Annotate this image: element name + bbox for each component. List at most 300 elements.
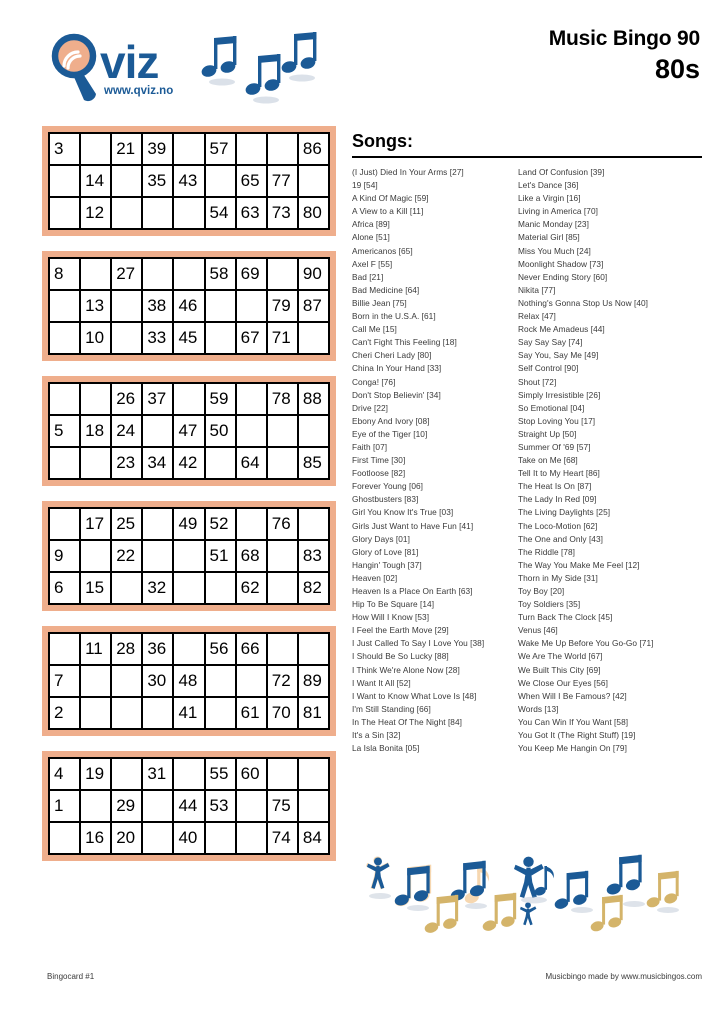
song-list-item: Ebony And Ivory [08] bbox=[352, 415, 430, 426]
song-list-item: Like a Virgin [16] bbox=[518, 193, 581, 204]
bingo-cell[interactable]: 64 bbox=[237, 448, 268, 480]
dancing-figures-music-notes-icon bbox=[358, 838, 700, 942]
song-list-item: I Feel the Earth Move [29] bbox=[352, 625, 449, 636]
bingo-cell-empty[interactable] bbox=[81, 259, 112, 291]
bingo-cell-empty[interactable] bbox=[206, 666, 237, 698]
bingo-cell-empty[interactable] bbox=[112, 573, 143, 605]
song-list-item: The Lady In Red [09] bbox=[518, 494, 597, 505]
bingo-cell[interactable]: 17 bbox=[81, 509, 112, 541]
song-list-item: Heaven [02] bbox=[352, 572, 398, 583]
song-list-item: Glory Days [01] bbox=[352, 533, 410, 544]
song-list-item: Words [13] bbox=[518, 703, 559, 714]
bingo-cell[interactable]: 48 bbox=[174, 666, 205, 698]
bingo-cell[interactable]: 77 bbox=[268, 166, 299, 198]
song-list-item: I Should Be So Lucky [88] bbox=[352, 651, 449, 662]
bingo-row bbox=[50, 166, 330, 198]
bingo-cell-empty[interactable] bbox=[50, 448, 81, 480]
bingo-cell-empty[interactable] bbox=[299, 759, 330, 791]
song-list-item: Say You, Say Me [49] bbox=[518, 350, 599, 361]
song-list-item: The Heat Is On [87] bbox=[518, 481, 592, 492]
bingo-cell-empty[interactable] bbox=[299, 416, 330, 448]
bingo-cell-empty[interactable] bbox=[299, 166, 330, 198]
song-list-item: Girl You Know It's True [03] bbox=[352, 507, 454, 518]
bingo-grid bbox=[48, 632, 330, 730]
bingo-cell[interactable]: 44 bbox=[174, 791, 205, 823]
song-list-item: Forever Young [06] bbox=[352, 481, 424, 492]
bingo-cell-empty[interactable] bbox=[237, 291, 268, 323]
song-list-item: Drive [22] bbox=[352, 402, 389, 413]
title-main: Music Bingo 90 bbox=[548, 27, 700, 50]
bingo-cell[interactable]: 14 bbox=[81, 166, 112, 198]
logo-url-text: www.qviz.no bbox=[104, 85, 174, 97]
bingo-cell[interactable]: 68 bbox=[237, 541, 268, 573]
song-list-item: Summer Of '69 [57] bbox=[518, 441, 591, 452]
bingo-cell[interactable]: 71 bbox=[268, 323, 299, 355]
bingo-card-4 bbox=[42, 501, 336, 611]
song-list-item: Can't Fight This Feeling [18] bbox=[352, 337, 457, 348]
song-list-item: Land Of Confusion [39] bbox=[518, 167, 605, 177]
bingo-row bbox=[50, 259, 330, 291]
bingo-cell[interactable]: 6 bbox=[50, 573, 81, 605]
bingo-cell[interactable]: 33 bbox=[143, 323, 174, 355]
bingo-cell-empty[interactable] bbox=[268, 448, 299, 480]
bingo-cell[interactable]: 40 bbox=[174, 823, 205, 855]
bingo-cell[interactable]: 83 bbox=[299, 541, 330, 573]
song-list-item: Footloose [82] bbox=[352, 468, 406, 479]
song-list-item: Shout [72] bbox=[518, 376, 557, 387]
bingo-cell[interactable]: 18 bbox=[81, 416, 112, 448]
bingo-cell[interactable]: 90 bbox=[299, 259, 330, 291]
bingo-cell-empty[interactable] bbox=[174, 134, 205, 166]
bingo-cell[interactable]: 4 bbox=[50, 759, 81, 791]
bingo-cell[interactable]: 5 bbox=[50, 416, 81, 448]
bingo-cell-empty[interactable] bbox=[237, 666, 268, 698]
bingo-cell[interactable]: 88 bbox=[299, 384, 330, 416]
song-list-item: Africa [89] bbox=[352, 219, 390, 230]
bingo-cell-empty[interactable] bbox=[268, 634, 299, 666]
bingo-cell-empty[interactable] bbox=[299, 791, 330, 823]
bingo-cell[interactable]: 63 bbox=[237, 198, 268, 230]
bingo-card-2 bbox=[42, 251, 336, 361]
bingo-cell[interactable]: 49 bbox=[174, 509, 205, 541]
bingo-cards-container bbox=[42, 126, 336, 876]
bingo-cell-empty[interactable] bbox=[268, 541, 299, 573]
bingo-row bbox=[50, 541, 330, 573]
magnifier-q-logo-icon bbox=[44, 28, 204, 110]
bingo-card-6 bbox=[42, 751, 336, 861]
bingo-cell[interactable]: 46 bbox=[174, 291, 205, 323]
song-list-item: Faith [07] bbox=[352, 441, 388, 452]
song-list-item: Take on Me [68] bbox=[518, 455, 578, 466]
bingo-cell[interactable]: 78 bbox=[268, 384, 299, 416]
bingo-cell[interactable]: 84 bbox=[299, 823, 330, 855]
bingo-card-5 bbox=[42, 626, 336, 736]
bingo-cell-empty[interactable] bbox=[112, 198, 143, 230]
song-list-item: Stop Loving You [17] bbox=[518, 415, 596, 426]
song-list-item: Girls Just Want to Have Fun [41] bbox=[352, 520, 474, 531]
bingo-cell[interactable]: 51 bbox=[206, 541, 237, 573]
song-list-item: Straight Up [50] bbox=[518, 428, 577, 439]
song-list-item: I Think We're Alone Now [28] bbox=[352, 664, 460, 675]
song-list-item: La Isla Bonita [05] bbox=[352, 743, 420, 754]
bingo-cell-empty[interactable] bbox=[268, 259, 299, 291]
song-list-item: Billie Jean [75] bbox=[352, 297, 407, 308]
bingo-cell[interactable]: 9 bbox=[50, 541, 81, 573]
bingo-cell[interactable]: 61 bbox=[237, 698, 268, 730]
bingo-cell[interactable]: 54 bbox=[206, 198, 237, 230]
bingo-cell-empty[interactable] bbox=[174, 198, 205, 230]
bingo-cell-empty[interactable] bbox=[143, 823, 174, 855]
song-list-item: Ghostbusters [83] bbox=[352, 494, 419, 505]
song-list-item: The One and Only [43] bbox=[518, 533, 603, 544]
song-list-item: Bad [21] bbox=[352, 271, 384, 282]
bingo-cell-empty[interactable] bbox=[143, 509, 174, 541]
song-list-item: In The Heat Of The Night [84] bbox=[352, 716, 462, 727]
song-list-item: Thorn in My Side [31] bbox=[518, 572, 598, 583]
bingo-cell[interactable]: 21 bbox=[112, 134, 143, 166]
bingo-cell-empty[interactable] bbox=[143, 791, 174, 823]
bingo-row bbox=[50, 416, 330, 448]
bingo-cell-empty[interactable] bbox=[81, 384, 112, 416]
bingo-cell-empty[interactable] bbox=[174, 573, 205, 605]
song-list-item: Don't Stop Believin' [34] bbox=[352, 389, 441, 400]
bingo-cell[interactable]: 26 bbox=[112, 384, 143, 416]
bingo-cell-empty[interactable] bbox=[174, 259, 205, 291]
bingo-cell[interactable]: 8 bbox=[50, 259, 81, 291]
song-list-item: Relax [47] bbox=[518, 311, 556, 322]
bingo-cell[interactable]: 50 bbox=[206, 416, 237, 448]
page-footer bbox=[0, 972, 724, 986]
song-list-item: Hip To Be Square [14] bbox=[352, 599, 435, 610]
bingo-cell-empty[interactable] bbox=[50, 323, 81, 355]
bingo-cell[interactable]: 32 bbox=[143, 573, 174, 605]
bingo-cell[interactable]: 25 bbox=[112, 509, 143, 541]
song-list-item: You Keep Me Hangin On [79] bbox=[518, 743, 627, 754]
bingo-cell[interactable]: 66 bbox=[237, 634, 268, 666]
bingo-cell-empty[interactable] bbox=[206, 573, 237, 605]
bingo-cell[interactable]: 58 bbox=[206, 259, 237, 291]
svg-text:viz: viz bbox=[100, 36, 159, 88]
bingo-cell[interactable]: 13 bbox=[81, 291, 112, 323]
bingo-cell[interactable]: 70 bbox=[268, 698, 299, 730]
song-list-item: The Riddle [78] bbox=[518, 546, 576, 557]
song-list-item: We Built This City [69] bbox=[518, 664, 601, 675]
song-list-item: Turn Back The Clock [45] bbox=[518, 612, 613, 623]
bingo-row bbox=[50, 448, 330, 480]
bingo-cell[interactable]: 37 bbox=[143, 384, 174, 416]
song-list-item: Born in the U.S.A. [61] bbox=[352, 311, 436, 322]
bingo-cell-empty[interactable] bbox=[237, 823, 268, 855]
bingo-cell-empty[interactable] bbox=[143, 416, 174, 448]
bingo-cell[interactable]: 12 bbox=[81, 198, 112, 230]
page-title bbox=[549, 26, 700, 85]
song-list-item: Venus [46] bbox=[518, 625, 558, 636]
bingo-row bbox=[50, 823, 330, 855]
bingo-cell-empty[interactable] bbox=[81, 541, 112, 573]
song-list-item: Moonlight Shadow [73] bbox=[518, 258, 604, 269]
song-list-item: How Will I Know [53] bbox=[352, 612, 430, 623]
bingo-cell-empty[interactable] bbox=[50, 198, 81, 230]
bingo-cell-empty[interactable] bbox=[81, 134, 112, 166]
qviz-logo bbox=[44, 28, 204, 110]
bingo-cell-empty[interactable] bbox=[81, 698, 112, 730]
bingo-cell-empty[interactable] bbox=[112, 666, 143, 698]
bingo-cell-empty[interactable] bbox=[50, 634, 81, 666]
bingo-cell-empty[interactable] bbox=[81, 666, 112, 698]
bingo-cell[interactable]: 65 bbox=[237, 166, 268, 198]
song-list-item: A Kind Of Magic [59] bbox=[352, 193, 429, 204]
bingo-cell-empty[interactable] bbox=[237, 134, 268, 166]
bingo-cell-empty[interactable] bbox=[81, 791, 112, 823]
bingo-cell-empty[interactable] bbox=[299, 323, 330, 355]
song-list-item: You Can Win If You Want [58] bbox=[518, 716, 629, 727]
footer-card-number: Bingocard #1 bbox=[47, 972, 95, 981]
song-list-item: Conga! [76] bbox=[352, 376, 396, 387]
bingo-cell-empty[interactable] bbox=[237, 509, 268, 541]
bingo-cell-empty[interactable] bbox=[206, 448, 237, 480]
bingo-cell-empty[interactable] bbox=[112, 291, 143, 323]
song-list-item: Manic Monday [23] bbox=[518, 219, 589, 230]
bingo-cell-empty[interactable] bbox=[268, 759, 299, 791]
bingo-cell-empty[interactable] bbox=[81, 448, 112, 480]
bingo-cell[interactable]: 23 bbox=[112, 448, 143, 480]
bingo-cell[interactable]: 30 bbox=[143, 666, 174, 698]
bingo-cell-empty[interactable] bbox=[50, 384, 81, 416]
bingo-cell[interactable]: 62 bbox=[237, 573, 268, 605]
bingo-row bbox=[50, 573, 330, 605]
bingo-cell[interactable]: 15 bbox=[81, 573, 112, 605]
bingo-cell[interactable]: 57 bbox=[206, 134, 237, 166]
song-list-item: The Living Daylights [25] bbox=[518, 507, 611, 518]
song-list-item: It's a Sin [32] bbox=[352, 730, 401, 741]
bingo-cell[interactable]: 31 bbox=[143, 759, 174, 791]
bingo-grid bbox=[48, 507, 330, 605]
bingo-row bbox=[50, 198, 330, 230]
bingo-cell[interactable]: 11 bbox=[81, 634, 112, 666]
bingo-cell[interactable]: 7 bbox=[50, 666, 81, 698]
bingo-cell[interactable]: 73 bbox=[268, 198, 299, 230]
song-list-item: Simply Irresistible [26] bbox=[518, 389, 601, 400]
bingo-cell[interactable]: 55 bbox=[206, 759, 237, 791]
song-list-item: A View to a Kill [11] bbox=[352, 206, 424, 217]
bingo-cell-empty[interactable] bbox=[50, 509, 81, 541]
bingo-cell[interactable]: 89 bbox=[299, 666, 330, 698]
bingo-row bbox=[50, 384, 330, 416]
bingo-cell-empty[interactable] bbox=[143, 698, 174, 730]
song-list-item: We Close Our Eyes [56] bbox=[518, 677, 608, 688]
song-list-item: Alone [51] bbox=[352, 232, 390, 243]
song-list-item: When Will I Be Famous? [42] bbox=[518, 690, 627, 701]
music-note-icon bbox=[196, 30, 336, 110]
bingo-cell[interactable]: 16 bbox=[81, 823, 112, 855]
bingo-cell[interactable]: 39 bbox=[143, 134, 174, 166]
bingo-cell[interactable]: 56 bbox=[206, 634, 237, 666]
song-list-item: You Got It (The Right Stuff) [19] bbox=[518, 730, 636, 741]
bingo-cell[interactable]: 38 bbox=[143, 291, 174, 323]
song-list-item: I Want to Know What Love Is [48] bbox=[352, 690, 477, 701]
bingo-cell[interactable]: 43 bbox=[174, 166, 205, 198]
song-list-item: Hangin' Tough [37] bbox=[352, 559, 422, 570]
bingo-cell-empty[interactable] bbox=[206, 823, 237, 855]
bingo-cell-empty[interactable] bbox=[174, 384, 205, 416]
bingo-cell[interactable]: 24 bbox=[112, 416, 143, 448]
bingo-cell[interactable]: 59 bbox=[206, 384, 237, 416]
bingo-cell-empty[interactable] bbox=[112, 698, 143, 730]
bingo-cell[interactable]: 76 bbox=[268, 509, 299, 541]
bingo-row bbox=[50, 634, 330, 666]
bingo-row bbox=[50, 759, 330, 791]
footer-credit: Musicbingo made by www.musicbingos.com bbox=[545, 972, 702, 981]
bingo-cell[interactable]: 2 bbox=[50, 698, 81, 730]
song-list-item: Nothing's Gonna Stop Us Now [40] bbox=[518, 297, 649, 308]
bingo-cell-empty[interactable] bbox=[206, 698, 237, 730]
song-list-item: I Want It All [52] bbox=[352, 677, 411, 688]
bingo-cell-empty[interactable] bbox=[268, 573, 299, 605]
songs-divider bbox=[352, 156, 702, 158]
bingo-cell-empty[interactable] bbox=[299, 509, 330, 541]
bingo-card-3 bbox=[42, 376, 336, 486]
bingo-row bbox=[50, 698, 330, 730]
bingo-row bbox=[50, 323, 330, 355]
bingo-row bbox=[50, 509, 330, 541]
bingo-cell-empty[interactable] bbox=[206, 323, 237, 355]
bingo-cell[interactable]: 29 bbox=[112, 791, 143, 823]
bingo-cell[interactable]: 85 bbox=[299, 448, 330, 480]
songs-panel bbox=[352, 130, 702, 755]
bingo-cell[interactable]: 81 bbox=[299, 698, 330, 730]
bingo-cell-empty[interactable] bbox=[50, 291, 81, 323]
bingo-cell-empty[interactable] bbox=[237, 791, 268, 823]
bingo-cell[interactable]: 42 bbox=[174, 448, 205, 480]
bingo-cell[interactable]: 19 bbox=[81, 759, 112, 791]
song-list-item: Let's Dance [36] bbox=[518, 180, 579, 191]
songs-column-right bbox=[518, 166, 684, 755]
bingo-cell[interactable]: 47 bbox=[174, 416, 205, 448]
bingo-cell[interactable]: 87 bbox=[299, 291, 330, 323]
bingo-cell[interactable]: 72 bbox=[268, 666, 299, 698]
song-list-item: Cheri Cheri Lady [80] bbox=[352, 350, 432, 361]
bingo-cell-empty[interactable] bbox=[112, 166, 143, 198]
song-list-item: (I Just) Died In Your Arms [27] bbox=[352, 167, 464, 177]
bingo-cell-empty[interactable] bbox=[143, 198, 174, 230]
bingo-cell[interactable]: 20 bbox=[112, 823, 143, 855]
song-list-item: Living in America [70] bbox=[518, 206, 598, 217]
bingo-cell[interactable]: 1 bbox=[50, 791, 81, 823]
bingo-cell-empty[interactable] bbox=[237, 416, 268, 448]
bingo-cell[interactable]: 36 bbox=[143, 634, 174, 666]
song-list-item: I'm Still Standing [66] bbox=[352, 703, 431, 714]
song-list-item: First Time [30] bbox=[352, 455, 406, 466]
song-list-item: Wake Me Up Before You Go-Go [71] bbox=[518, 638, 654, 649]
bingo-row bbox=[50, 666, 330, 698]
bingo-cell[interactable]: 86 bbox=[299, 134, 330, 166]
song-list-item: We Are The World [67] bbox=[518, 651, 603, 662]
song-list-item: Say Say Say [74] bbox=[518, 337, 583, 348]
bingo-cell-empty[interactable] bbox=[299, 634, 330, 666]
bingo-cell-empty[interactable] bbox=[174, 759, 205, 791]
song-list-item: So Emotional [04] bbox=[518, 402, 585, 413]
songs-heading: Songs: bbox=[352, 131, 413, 151]
songs-column-left bbox=[352, 166, 518, 755]
song-list-item: Toy Boy [20] bbox=[518, 586, 565, 596]
bingo-cell[interactable]: 41 bbox=[174, 698, 205, 730]
bingo-cell[interactable]: 67 bbox=[237, 323, 268, 355]
bingo-cell-empty[interactable] bbox=[268, 416, 299, 448]
bingo-cell-empty[interactable] bbox=[174, 634, 205, 666]
bingo-cell-empty[interactable] bbox=[143, 541, 174, 573]
bingo-cell[interactable]: 53 bbox=[206, 791, 237, 823]
song-list-item: Americanos [65] bbox=[352, 245, 413, 256]
bingo-cell[interactable]: 52 bbox=[206, 509, 237, 541]
bingo-cell-empty[interactable] bbox=[174, 541, 205, 573]
bingo-cell[interactable]: 60 bbox=[237, 759, 268, 791]
bingo-row bbox=[50, 791, 330, 823]
song-list-item: Miss You Much [24] bbox=[518, 245, 591, 256]
bingo-cell-empty[interactable] bbox=[268, 134, 299, 166]
bingo-cell[interactable]: 74 bbox=[268, 823, 299, 855]
bingo-cell[interactable]: 82 bbox=[299, 573, 330, 605]
bingo-cell-empty[interactable] bbox=[112, 759, 143, 791]
song-list-item: Call Me [15] bbox=[352, 324, 397, 335]
bingo-row bbox=[50, 134, 330, 166]
bingo-cell-empty[interactable] bbox=[143, 259, 174, 291]
bingo-cell[interactable]: 28 bbox=[112, 634, 143, 666]
bingo-cell-empty[interactable] bbox=[206, 291, 237, 323]
bingo-grid bbox=[48, 257, 330, 355]
bingo-row bbox=[50, 291, 330, 323]
bingo-cell[interactable]: 22 bbox=[112, 541, 143, 573]
bingo-cell-empty[interactable] bbox=[206, 166, 237, 198]
bingo-cell[interactable]: 34 bbox=[143, 448, 174, 480]
bingo-cell[interactable]: 79 bbox=[268, 291, 299, 323]
bingo-grid bbox=[48, 382, 330, 480]
bingo-cell[interactable]: 75 bbox=[268, 791, 299, 823]
bingo-cell[interactable]: 80 bbox=[299, 198, 330, 230]
bingo-cell[interactable]: 3 bbox=[50, 134, 81, 166]
song-list-item: Material Girl [85] bbox=[518, 232, 580, 243]
song-list-item: Nikita [77] bbox=[518, 284, 556, 295]
song-list-item: Glory of Love [81] bbox=[352, 546, 419, 557]
bingo-card-1 bbox=[42, 126, 336, 236]
song-list-item: Toy Soldiers [35] bbox=[518, 599, 581, 610]
song-list-item: The Way You Make Me Feel [12] bbox=[518, 559, 640, 570]
music-notes-decoration bbox=[196, 30, 336, 110]
song-list-item: Rock Me Amadeus [44] bbox=[518, 324, 605, 335]
page-header bbox=[0, 0, 724, 120]
bingo-cell[interactable]: 69 bbox=[237, 259, 268, 291]
song-list-item: The Loco-Motion [62] bbox=[518, 520, 598, 531]
bingo-cell-empty[interactable] bbox=[237, 384, 268, 416]
bingo-grid bbox=[48, 757, 330, 855]
bingo-cell-empty[interactable] bbox=[112, 323, 143, 355]
song-list-item: Self Control [90] bbox=[518, 363, 579, 374]
bingo-cell[interactable]: 45 bbox=[174, 323, 205, 355]
bingo-cell[interactable]: 27 bbox=[112, 259, 143, 291]
bingo-grid bbox=[48, 132, 330, 230]
bingo-cell[interactable]: 35 bbox=[143, 166, 174, 198]
bingo-cell[interactable]: 10 bbox=[81, 323, 112, 355]
bingo-cell-empty[interactable] bbox=[50, 166, 81, 198]
bingo-cell-empty[interactable] bbox=[50, 823, 81, 855]
title-sub: 80s bbox=[654, 54, 700, 84]
song-list-item: Eye of the Tiger [10] bbox=[352, 428, 428, 439]
song-list-item: China In Your Hand [33] bbox=[352, 363, 442, 374]
song-list-item: 19 [54] bbox=[352, 180, 378, 191]
song-list-item: Heaven Is a Place On Earth [63] bbox=[352, 586, 473, 596]
party-decoration-icon bbox=[358, 838, 700, 942]
song-list-item: I Just Called To Say I Love You [38] bbox=[352, 638, 485, 649]
song-list-item: Axel F [55] bbox=[352, 258, 393, 269]
